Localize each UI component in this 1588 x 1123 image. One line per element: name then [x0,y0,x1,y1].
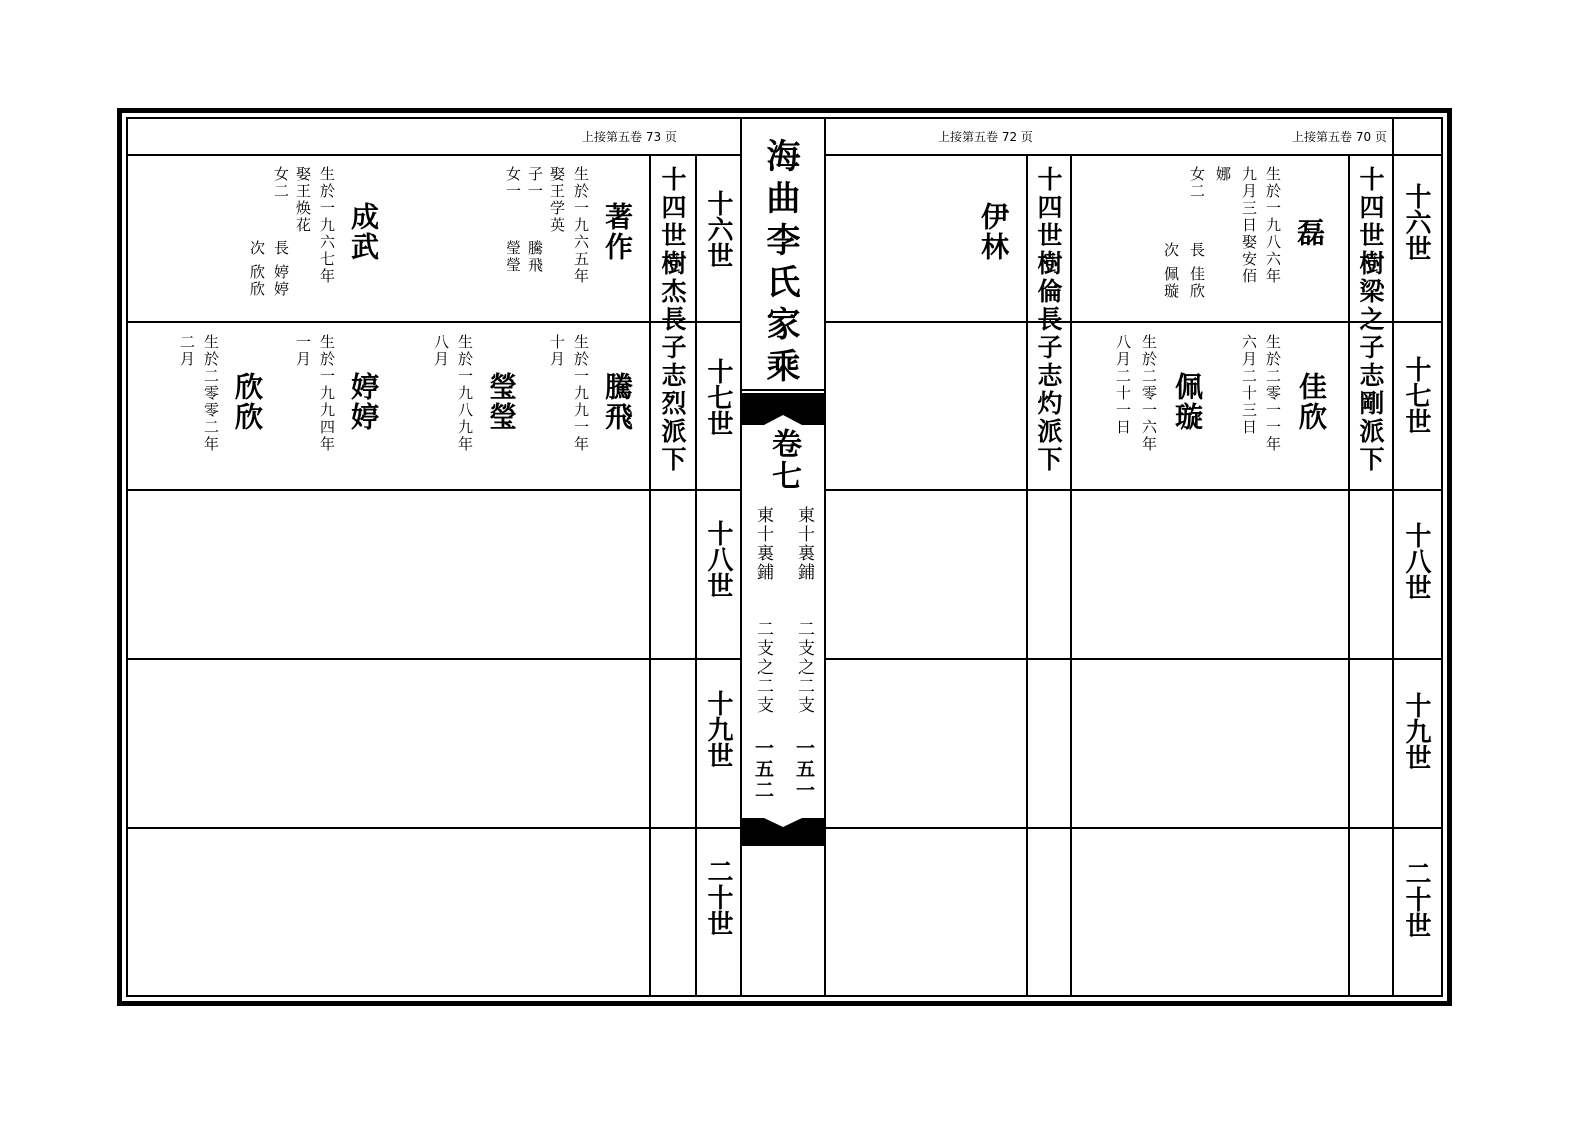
lei-marriage: 九月三日娶安佰 [1240,166,1258,285]
zhuzuo-daughter-1: 瑩瑩 [504,240,522,274]
chengwu-daughter-2: 次 欣欣 [248,240,266,298]
peixuan-date: 八月二十一日 [1114,334,1132,436]
gen-label-20-right: 二十世 [1401,860,1431,938]
col-line-zhuo-b [1070,154,1072,996]
gen-label-16-right: 十六世 [1401,183,1431,261]
person-name-xinxin: 欣欣 [231,372,264,432]
branch-zhizhuo: 十四世樹倫長子志灼派下 [1034,166,1063,474]
col-line-gang-a [1348,154,1350,996]
lei-daughter-2: 次 佩璇 [1162,242,1180,300]
person-name-tingting: 婷婷 [347,372,380,432]
branch-zhilie: 十四世樹杰長子志烈派下 [658,166,687,474]
col-line-gang-b [1392,117,1394,996]
gen-label-18-left: 十八世 [703,520,733,598]
tingting-month: 一月 [294,334,312,368]
yingying-month: 八月 [432,334,450,368]
person-name-jiaxin: 佳欣 [1295,372,1328,432]
chengwu-daughter-1: 長 婷婷 [272,240,290,298]
gen-label-16-left: 十六世 [703,190,733,268]
jiaxin-birth: 生於二零一一年 [1264,334,1282,453]
zhuzuo-sons: 子一 [526,166,544,200]
zhuzuo-marriage: 娶王学英 [548,166,566,234]
person-name-zhuzuo: 著作 [601,202,634,262]
person-name-yingying: 瑩瑩 [485,372,518,432]
col-line-zhuo-a [1026,154,1028,996]
tingting-birth: 生於一九九四年 [318,334,336,453]
spine-band-top [742,393,824,411]
zhuzuo-birth: 生於一九六五年 [572,166,590,285]
person-name-tengfei: 騰飛 [601,372,634,432]
person-name-peixuan: 佩璇 [1171,372,1204,432]
lei-daughters: 女二 [1188,166,1206,200]
gen-label-18-right: 十八世 [1401,522,1431,600]
branch-zhigang: 十四世樹梁之子志剛派下 [1356,166,1385,474]
chengwu-marriage: 娶王焕花 [294,166,312,234]
lei-birth: 生於一九八六年 [1264,166,1282,285]
note-left: 上接第五卷 73 页 [582,130,677,144]
note-right: 上接第五卷 70 页 [1292,130,1387,144]
chengwu-daughters: 女二 [272,166,290,200]
spine-place-right: 東十裏鋪 [794,506,814,582]
zhuzuo-daughters: 女一 [504,166,522,200]
gen-label-17-right: 十七世 [1401,356,1431,434]
spine-band-notch [742,411,824,425]
peixuan-birth: 生於二零一六年 [1140,334,1158,453]
xinxin-birth: 生於二零零二年 [202,334,220,453]
person-name-lei: 磊 [1293,218,1326,248]
gen-label-19-left: 十九世 [703,690,733,768]
lei-daughter-1: 長 佳欣 [1188,242,1206,300]
person-name-chengwu: 成武 [347,202,380,262]
person-name-yilin: 伊林 [977,202,1010,262]
note-mid: 上接第五卷 72 页 [938,130,1033,144]
col-line-spine-right [824,117,826,996]
lei-spouse-end: 娜 [1214,166,1232,183]
spine-band-bottom [742,830,824,846]
col-line-branch-left-a [649,154,651,996]
genealogy-title: 海曲李氏家乘 [760,138,800,390]
page-number-right: 一五一 [793,738,815,801]
gen-label-20-left: 二十世 [703,858,733,936]
spine-branch-right: 二支之二支 [794,620,814,715]
chengwu-birth: 生於一九六七年 [318,166,336,285]
spine-place-left: 東十裏鋪 [753,506,773,582]
jiaxin-date: 六月二十三日 [1240,334,1258,436]
gen-label-17-left: 十七世 [703,358,733,436]
col-line-branch-left-b [695,154,697,996]
tengfei-birth: 生於一九九一年 [572,334,590,453]
zhuzuo-son-1: 騰飛 [526,240,544,274]
volume-label: 卷七 [766,428,801,492]
spine-branch-left: 二支之二支 [753,620,773,715]
xinxin-month: 二月 [178,334,196,368]
gen-label-19-right: 十九世 [1401,692,1431,770]
col-line-spine-left [740,117,742,996]
tengfei-month: 十月 [548,334,566,368]
spine-band-bottom-notch [742,818,824,830]
yingying-birth: 生於一九八九年 [456,334,474,453]
page-number-left: 一五二 [752,738,774,801]
